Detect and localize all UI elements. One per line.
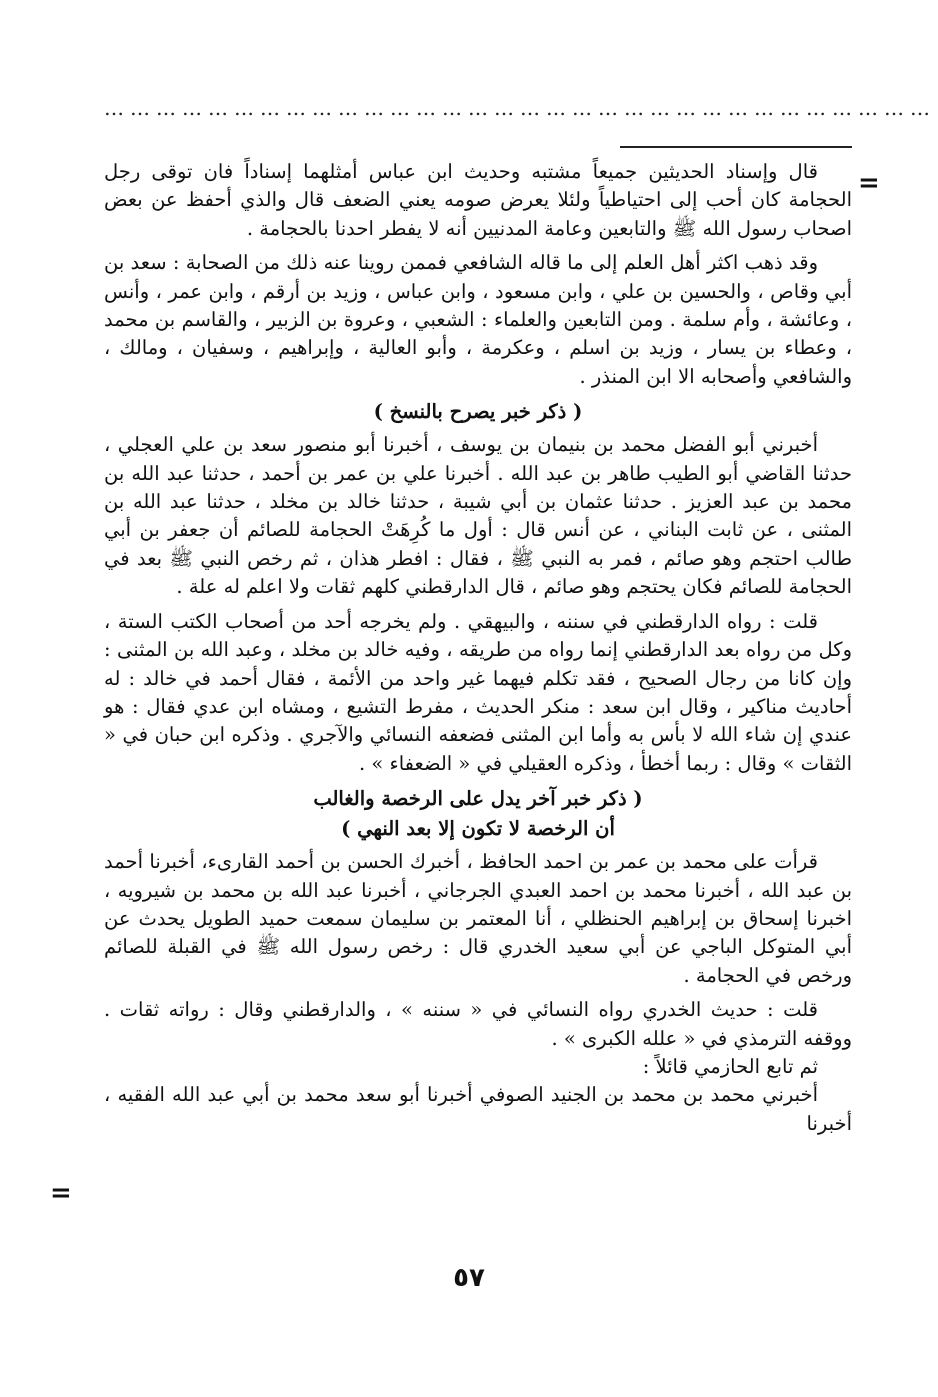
paragraph-khudri-hadith: قرأت على محمد بن عمر بن احمد الحافظ ، أخبرك الحسن بن أحمد القارىء، أخبرنا أحمد بن عبد الله ، أخبرنا محمد بن احمد العبدي الجرجاني ، أخبرنا عبد الله بن محمد بن شيرويه ، اخبرنا إسحاق بن إبراهيم الحنظلي ، أنا المعتمر بن سليمان سمعت حميد الطويل يحدث عن أبي المتوكل الباجي عن أبي سعيد الخدري قال : رخص رسول الله ﷺ في القبلة للصائم ورخص في الحجامة . <box>104 850 852 987</box>
paragraph-commentary-khudri: قلت : حديث الخدري رواه النسائي في « سننه » ، والدارقطني وقال : رواته ثقات . ووقفه الترمذي في « علله الكبرى » . <box>104 998 852 1050</box>
separator-dots: …………………………………………………………………………………… <box>104 96 936 120</box>
paragraph-commentary-daraqutni: قلت : رواه الدارقطني في سننه ، والبيهقي . ولم يخرجه أحد من أصحاب الكتب الستة ، وكل من رواه بعد الدارقطني إنما رواه من طريقه ، وفيه خالد بن مخلد ، وعبد الله بن المثنى : وإن كانا من رجال الصحيح ، فقد تكلم فيهما غير واحد من الأئمة ، فقال أحمد في خالد : له أحاديث مناكير ، وقال ابن سعد : منكر الحديث ، مفرط التشيع ، ومشاه ابن عدي فقال : هو عندي إن شاء الله لا بأس به وأما ابن المثنى فضعفه النسائي والآجري . وذكره ابن حبان في « الثقات » وقال : ربما أخطأ ، وذكره العقيلي في « الضعفاء » . <box>104 609 852 775</box>
continuation-marker-top: = <box>858 168 880 198</box>
heading-concession-line1: ( ذكر خبر آخر يدل على الرخصة والغالب <box>313 787 643 811</box>
paragraph-scholars: وقد ذهب اكثر أهل العلم إلى ما قاله الشافعي فممن روينا عنه ذلك من الصحابة : سعد بن أبي وقاص ، والحسين بن علي ، وابن مسعود ، وابن عباس ، وزيد بن أرقم ، وابن عمر ، وأنس ، وعائشة ، وأم سلمة . ومن التابعين والعلماء : الشعبي ، وعروة بن الزبير ، والقاسم بن محمد ، وعطاء بن يسار ، وزيد بن اسلم ، وعكرمة ، وأبو العالية ، وإبراهيم ، وسفيان ، ومالك ، والشافعي وأصحابه الا ابن المنذر . <box>104 251 852 388</box>
paragraph-final-chain: أخبرني محمد بن محمد بن الجنيد الصوفي أخبرنا أبو سعد محمد بن أبي عبد الله الفقيه ، أخبرنا <box>104 1083 852 1135</box>
page-number: ٥٧ <box>453 1263 485 1293</box>
heading-abrogation: ( ذكر خبر يصرح بالنسخ ) <box>373 400 583 424</box>
footnote-rule <box>620 146 852 148</box>
paragraph-isnad: قال وإسناد الحديثين جميعاً مشتبه وحديث ابن عباس أمثلهما إسناداً فان توقى رجل الحجامة كان أحب إلى احتياطياً ولئلا يعرض صومه يعني الضعف قال والذي أحفظ عن بعض اصحاب رسول الله ﷺ والتابعين وعامة المدنيين أنه لا يفطر احدنا بالحجامة . <box>104 160 852 240</box>
paragraph-hazimi: ثم تابع الحازمي قائلاً : <box>642 1054 818 1078</box>
page-body <box>104 158 852 1138</box>
continuation-marker-bottom: = <box>50 1178 72 1208</box>
paragraph-anas-hadith: أخبرني أبو الفضل محمد بن بنيمان بن يوسف ، أخبرنا أبو منصور سعد بن علي العجلي ، حدثنا القاضي أبو الطيب طاهر بن عبد الله . أخبرنا علي بن عمر بن أحمد ، حدثنا عبد الله بن محمد بن عبد العزيز . حدثنا عثمان بن أبي شيبة ، حدثنا خالد بن مخلد ، حدثنا عبد الله بن المثنى ، عن ثابت البناني ، عن أنس قال : أول ما كُرِهَتْ الحجامة للصائم أن جعفر بن أبي طالب احتجم وهو صائم ، فمر به النبي ﷺ ، فقال : افطر هذان ، ثم رخص النبي ﷺ بعد في الحجامة للصائم فكان يحتجم وهو صائم ، قال الدارقطني كلهم ثقات ولا اعلم له علة . <box>104 433 852 599</box>
heading-concession <box>104 784 852 844</box>
heading-concession-line2: أن الرخصة لا تكون إلا بعد النهي ) <box>341 817 615 841</box>
